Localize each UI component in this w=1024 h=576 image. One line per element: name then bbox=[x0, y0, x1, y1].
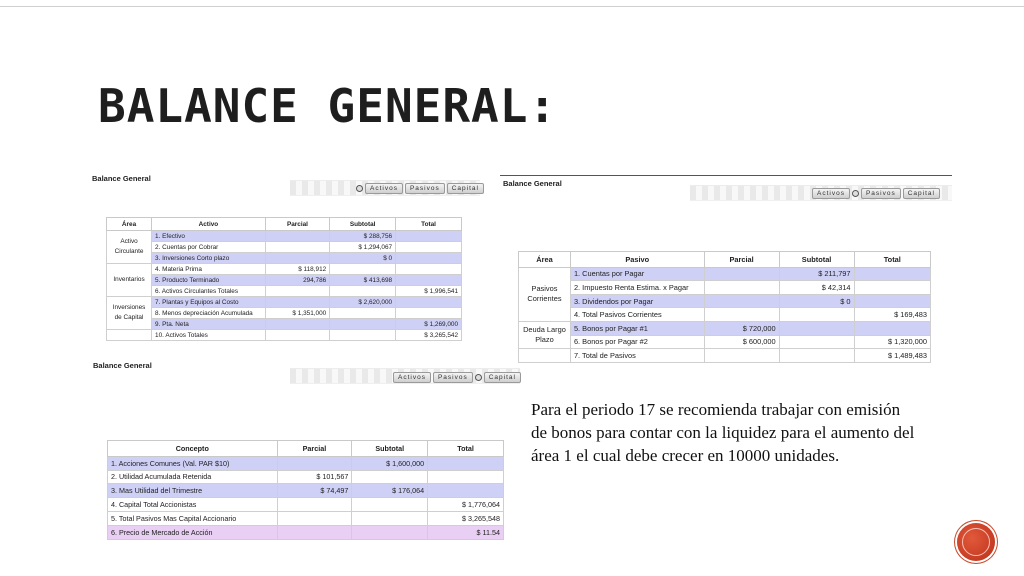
tab-activos[interactable]: Activos bbox=[365, 183, 403, 194]
tab-indicator-icon bbox=[852, 190, 859, 197]
top-rule bbox=[0, 6, 1024, 7]
total-cell bbox=[396, 253, 462, 264]
area-cell: Pasivos Corrientes bbox=[519, 267, 571, 321]
total-cell bbox=[428, 484, 504, 498]
table-row bbox=[519, 335, 931, 349]
total-cell bbox=[854, 321, 930, 335]
row-label: 6. Activos Circulantes Totales bbox=[152, 286, 266, 297]
subtotal-cell bbox=[330, 286, 396, 297]
subtotal-cell bbox=[330, 308, 396, 319]
table-row bbox=[107, 319, 462, 330]
parcial-cell bbox=[277, 511, 352, 525]
subtotal-cell bbox=[779, 349, 854, 363]
parcial-cell: $ 101,567 bbox=[277, 470, 352, 484]
parcial-cell bbox=[277, 456, 352, 470]
row-label: 6. Precio de Mercado de Acción bbox=[108, 525, 278, 539]
total-cell bbox=[396, 242, 462, 253]
empty-area-cell bbox=[107, 330, 152, 341]
pasivo-tabs bbox=[812, 188, 940, 199]
row-label: 9. Pta. Neta bbox=[152, 319, 266, 330]
total-cell bbox=[396, 275, 462, 286]
table-row bbox=[107, 297, 462, 308]
parcial-cell bbox=[704, 294, 779, 308]
parcial-cell bbox=[704, 308, 779, 322]
total-cell: $ 1,320,000 bbox=[854, 335, 930, 349]
row-label: 3. Mas Utilidad del Trimestre bbox=[108, 484, 278, 498]
tab-capital[interactable]: Capital bbox=[484, 372, 521, 383]
subtotal-cell bbox=[779, 335, 854, 349]
subtotal-cell: $ 1,294,067 bbox=[330, 242, 396, 253]
row-label: 3. Inversiones Corto plazo bbox=[152, 253, 266, 264]
column-header: Parcial bbox=[265, 218, 329, 231]
table-row bbox=[108, 484, 504, 498]
parcial-cell bbox=[265, 253, 329, 264]
area-cell: Inventarios bbox=[107, 264, 152, 297]
table-row bbox=[108, 470, 504, 484]
capital-table bbox=[107, 440, 504, 540]
total-cell: $ 1,776,064 bbox=[428, 498, 504, 512]
table-row bbox=[519, 294, 931, 308]
row-label: 10. Activos Totales bbox=[152, 330, 266, 341]
subtotal-cell bbox=[330, 319, 396, 330]
parcial-cell bbox=[265, 231, 329, 242]
parcial-cell bbox=[265, 286, 329, 297]
table-row bbox=[108, 525, 504, 539]
tab-pasivos[interactable]: Pasivos bbox=[405, 183, 445, 194]
column-header: Total bbox=[854, 252, 930, 268]
total-cell bbox=[854, 294, 930, 308]
parcial-cell bbox=[277, 498, 352, 512]
subtotal-cell bbox=[779, 321, 854, 335]
row-label: 5. Total Pasivos Mas Capital Accionario bbox=[108, 511, 278, 525]
total-cell bbox=[428, 456, 504, 470]
row-label: 4. Total Pasivos Corrientes bbox=[570, 308, 704, 322]
row-label: 6. Bonos por Pagar #2 bbox=[570, 335, 704, 349]
parcial-cell bbox=[704, 281, 779, 295]
parcial-cell: $ 1,351,000 bbox=[265, 308, 329, 319]
subtotal-cell bbox=[352, 525, 428, 539]
table-row bbox=[107, 264, 462, 275]
row-label: 7. Plantas y Equipos al Costo bbox=[152, 297, 266, 308]
column-header: Área bbox=[107, 218, 152, 231]
activo-table bbox=[106, 217, 462, 341]
parcial-cell bbox=[704, 267, 779, 281]
column-header: Parcial bbox=[277, 441, 352, 457]
subtotal-cell: $ 288,756 bbox=[330, 231, 396, 242]
column-header: Activo bbox=[152, 218, 266, 231]
tab-indicator-icon bbox=[475, 374, 482, 381]
column-header: Pasivo bbox=[570, 252, 704, 268]
row-label: 2. Utilidad Acumulada Retenida bbox=[108, 470, 278, 484]
row-label: 5. Bonos por Pagar #1 bbox=[570, 321, 704, 335]
total-cell bbox=[396, 231, 462, 242]
table-row bbox=[107, 231, 462, 242]
page-title: BALANCE GENERAL: bbox=[98, 79, 558, 133]
subtotal-cell bbox=[352, 511, 428, 525]
row-label: 5. Producto Terminado bbox=[152, 275, 266, 286]
total-cell bbox=[854, 281, 930, 295]
tab-activos[interactable]: Activos bbox=[812, 188, 850, 199]
capital-tabs bbox=[393, 372, 521, 383]
total-cell: $ 11.54 bbox=[428, 525, 504, 539]
total-cell bbox=[396, 308, 462, 319]
row-label: 8. Menos depreciación Acumulada bbox=[152, 308, 266, 319]
table-row bbox=[519, 267, 931, 281]
subtotal-cell bbox=[330, 330, 396, 341]
subtotal-cell: $ 2,620,000 bbox=[330, 297, 396, 308]
parcial-cell: $ 600,000 bbox=[704, 335, 779, 349]
total-row bbox=[519, 349, 931, 363]
table-row bbox=[107, 286, 462, 297]
row-label: 1. Cuentas por Pagar bbox=[570, 267, 704, 281]
subtotal-cell: $ 413,698 bbox=[330, 275, 396, 286]
total-cell bbox=[396, 297, 462, 308]
subtotal-cell: $ 0 bbox=[330, 253, 396, 264]
recommendation-text: Para el periodo 17 se recomienda trabajar con emisión de bonos para contar con la liquidez para el aumento del área 1 el cual debe crecer en 10000 unidades. bbox=[531, 400, 915, 465]
table-row bbox=[108, 456, 504, 470]
subtotal-cell bbox=[352, 470, 428, 484]
column-header: Total bbox=[428, 441, 504, 457]
parcial-cell bbox=[277, 525, 352, 539]
subtotal-cell: $ 0 bbox=[779, 294, 854, 308]
tab-pasivos[interactable]: Pasivos bbox=[861, 188, 901, 199]
table-row bbox=[107, 275, 462, 286]
total-cell bbox=[854, 267, 930, 281]
row-label: 7. Total de Pasivos bbox=[570, 349, 704, 363]
area-cell: Inversiones de Capital bbox=[107, 297, 152, 330]
table-row bbox=[108, 498, 504, 512]
column-header: Subtotal bbox=[779, 252, 854, 268]
pasivo-screen-title: Balance General bbox=[503, 179, 562, 188]
row-label: 2. Cuentas por Cobrar bbox=[152, 242, 266, 253]
total-cell: $ 1,269,000 bbox=[396, 319, 462, 330]
subtotal-cell: $ 176,064 bbox=[352, 484, 428, 498]
table-row bbox=[107, 253, 462, 264]
table-row bbox=[519, 321, 931, 335]
header-row bbox=[107, 218, 462, 231]
table-row bbox=[519, 308, 931, 322]
parcial-cell: 294,786 bbox=[265, 275, 329, 286]
activo-tabs bbox=[356, 183, 484, 194]
column-header: Concepto bbox=[108, 441, 278, 457]
row-label: 4. Materia Prima bbox=[152, 264, 266, 275]
parcial-cell: $ 720,000 bbox=[704, 321, 779, 335]
table-row bbox=[107, 242, 462, 253]
row-label: 3. Dividendos por Pagar bbox=[570, 294, 704, 308]
row-label: 1. Efectivo bbox=[152, 231, 266, 242]
column-header: Subtotal bbox=[330, 218, 396, 231]
tab-pasivos[interactable]: Pasivos bbox=[433, 372, 473, 383]
activo-screen-title: Balance General bbox=[92, 174, 151, 183]
tab-capital[interactable]: Capital bbox=[447, 183, 484, 194]
column-header: Subtotal bbox=[352, 441, 428, 457]
table-row bbox=[107, 308, 462, 319]
parcial-cell bbox=[265, 319, 329, 330]
pasivo-table bbox=[518, 251, 931, 363]
subtotal-cell: $ 42,314 bbox=[779, 281, 854, 295]
tab-capital[interactable]: Capital bbox=[903, 188, 940, 199]
subtotal-cell bbox=[352, 498, 428, 512]
logo-badge-icon bbox=[957, 523, 995, 561]
total-cell bbox=[396, 264, 462, 275]
tab-indicator-icon bbox=[356, 185, 363, 192]
subtotal-cell: $ 1,600,000 bbox=[352, 456, 428, 470]
subtotal-cell bbox=[330, 264, 396, 275]
empty-area-cell bbox=[519, 349, 571, 363]
tab-activos[interactable]: Activos bbox=[393, 372, 431, 383]
pasivo-header-line bbox=[500, 175, 952, 176]
table-row bbox=[519, 281, 931, 295]
parcial-cell bbox=[265, 297, 329, 308]
table-row bbox=[108, 511, 504, 525]
total-cell: $ 3,265,542 bbox=[396, 330, 462, 341]
parcial-cell bbox=[265, 242, 329, 253]
total-row bbox=[107, 330, 462, 341]
subtotal-cell bbox=[779, 308, 854, 322]
total-cell: $ 1,996,541 bbox=[396, 286, 462, 297]
total-cell: $ 169,483 bbox=[854, 308, 930, 322]
row-label: 4. Capital Total Accionistas bbox=[108, 498, 278, 512]
row-label: 2. Impuesto Renta Estima. x Pagar bbox=[570, 281, 704, 295]
parcial-cell bbox=[704, 349, 779, 363]
capital-screen-title: Balance General bbox=[93, 361, 152, 370]
area-cell: Activo Circulante bbox=[107, 231, 152, 264]
column-header: Área bbox=[519, 252, 571, 268]
parcial-cell: $ 74,497 bbox=[277, 484, 352, 498]
total-cell: $ 1,489,483 bbox=[854, 349, 930, 363]
parcial-cell: $ 118,912 bbox=[265, 264, 329, 275]
header-row bbox=[108, 441, 504, 457]
column-header: Parcial bbox=[704, 252, 779, 268]
header-row bbox=[519, 252, 931, 268]
subtotal-cell: $ 211,797 bbox=[779, 267, 854, 281]
area-cell: Deuda Largo Plazo bbox=[519, 321, 571, 348]
total-cell: $ 3,265,548 bbox=[428, 511, 504, 525]
column-header: Total bbox=[396, 218, 462, 231]
row-label: 1. Acciones Comunes (Val. PAR $10) bbox=[108, 456, 278, 470]
total-cell bbox=[428, 470, 504, 484]
parcial-cell bbox=[265, 330, 329, 341]
